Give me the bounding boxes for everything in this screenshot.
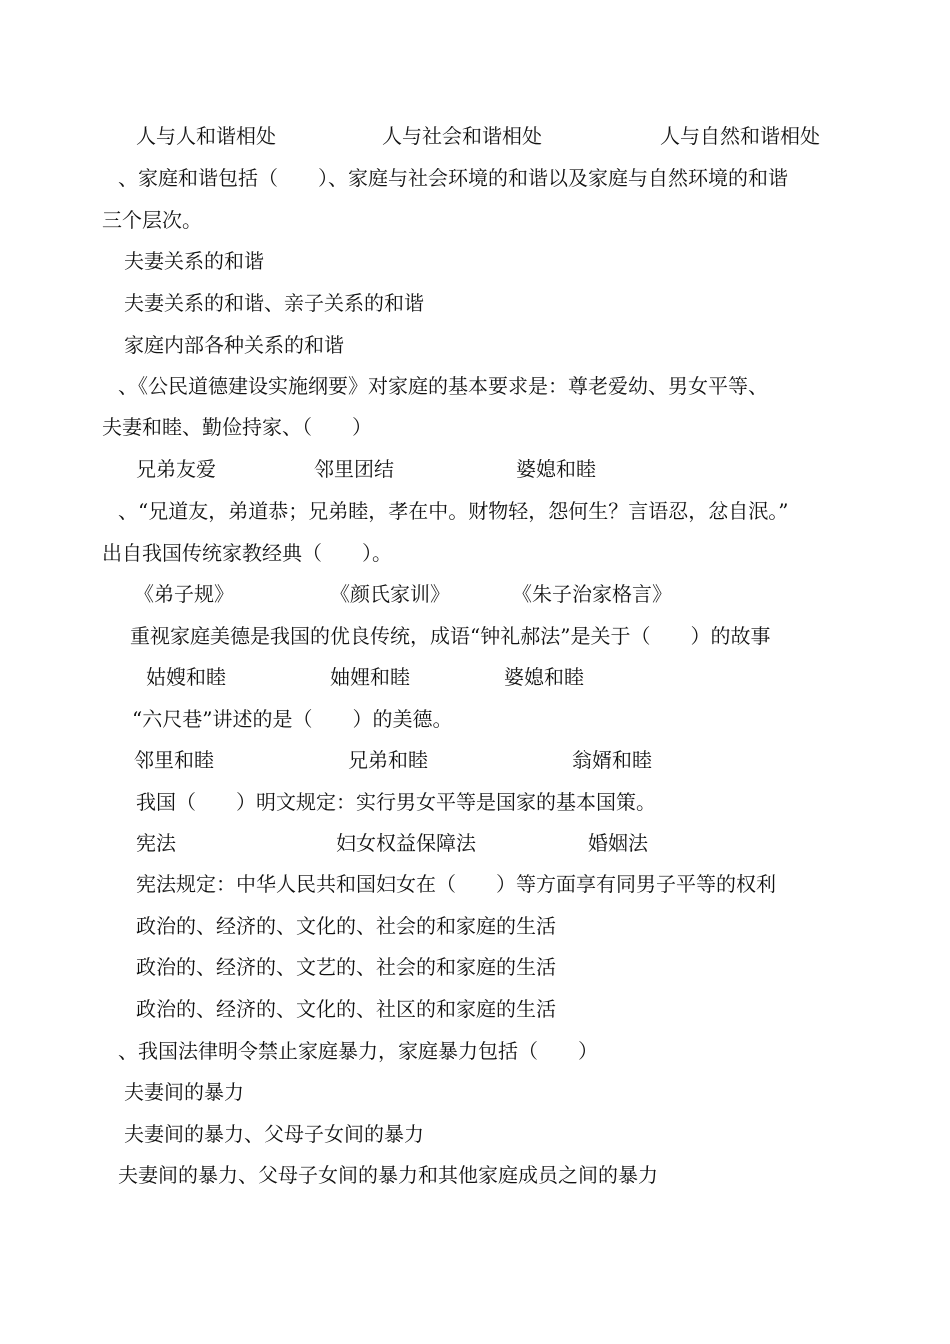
option-line: 政治的、经济的、文艺的、社会的和家庭的生活 [136, 955, 556, 979]
option-line: 兄弟和睦 [348, 748, 428, 772]
question-text: 、家庭和谐包括（ ）、家庭与社会环境的和谐以及家庭与自然环境的和谐 [118, 166, 788, 190]
option-line: 翁婿和睦 [572, 748, 652, 772]
question-text: 重视家庭美德是我国的优良传统，成语“钟礼郝法”是关于（ ）的故事 [130, 624, 771, 648]
question-text: 夫妻和睦、勤俭持家、（ ） [102, 415, 372, 439]
option-line: 邻里和睦 [134, 748, 214, 772]
option-line: 政治的、经济的、文化的、社区的和家庭的生活 [136, 997, 556, 1021]
option-line: 夫妻间的暴力、父母子女间的暴力 [124, 1122, 424, 1146]
option-line: 家庭内部各种关系的和谐 [124, 333, 344, 357]
option-line: 兄弟友爱 [136, 457, 216, 481]
option-line: 婚姻法 [588, 831, 648, 855]
question-text: “六尺巷”讲述的是（ ）的美德。 [132, 707, 453, 731]
option-line: 夫妻关系的和谐 [124, 249, 264, 273]
question-text: 宪法规定：中华人民共和国妇女在（ ）等方面享有同男子平等的权利 [136, 872, 776, 896]
option-line: 妯娌和睦 [330, 665, 410, 689]
option-line: 夫妻间的暴力 [124, 1080, 244, 1104]
question-text: 出自我国传统家教经典（ ）。 [102, 541, 392, 565]
option-line: 《弟子规》 [134, 582, 234, 606]
option-line: 邻里团结 [314, 457, 394, 481]
option-line: 夫妻间的暴力、父母子女间的暴力和其他家庭成员之间的暴力 [118, 1163, 658, 1187]
option-line: 婆媳和睦 [504, 665, 584, 689]
option-line: 《颜氏家训》 [330, 582, 450, 606]
option-line: 人与人和谐相处 [136, 124, 276, 148]
option-line: 婆媳和睦 [516, 457, 596, 481]
option-line: 人与社会和谐相处 [382, 124, 542, 148]
option-line: 《朱子治家格言》 [512, 582, 672, 606]
question-text: 、我国法律明令禁止家庭暴力，家庭暴力包括（ ） [118, 1039, 598, 1063]
option-line: 夫妻关系的和谐、亲子关系的和谐 [124, 291, 424, 315]
option-line: 宪法 [136, 831, 176, 855]
question-text: 我国（ ）明文规定：实行男女平等是国家的基本国策。 [136, 790, 656, 814]
question-text: 、“兄道友，弟道恭；兄弟睦，孝在中。财物轻，怨何生？言语忍，忿自泯。” [118, 499, 789, 523]
question-text: 三个层次。 [102, 208, 202, 232]
option-line: 政治的、经济的、文化的、社会的和家庭的生活 [136, 914, 556, 938]
option-line: 人与自然和谐相处 [660, 124, 820, 148]
option-line: 妇女权益保障法 [336, 831, 476, 855]
question-text: 、《公民道德建设实施纲要》对家庭的基本要求是：尊老爱幼、男女平等、 [118, 374, 768, 398]
option-line: 姑嫂和睦 [146, 665, 226, 689]
